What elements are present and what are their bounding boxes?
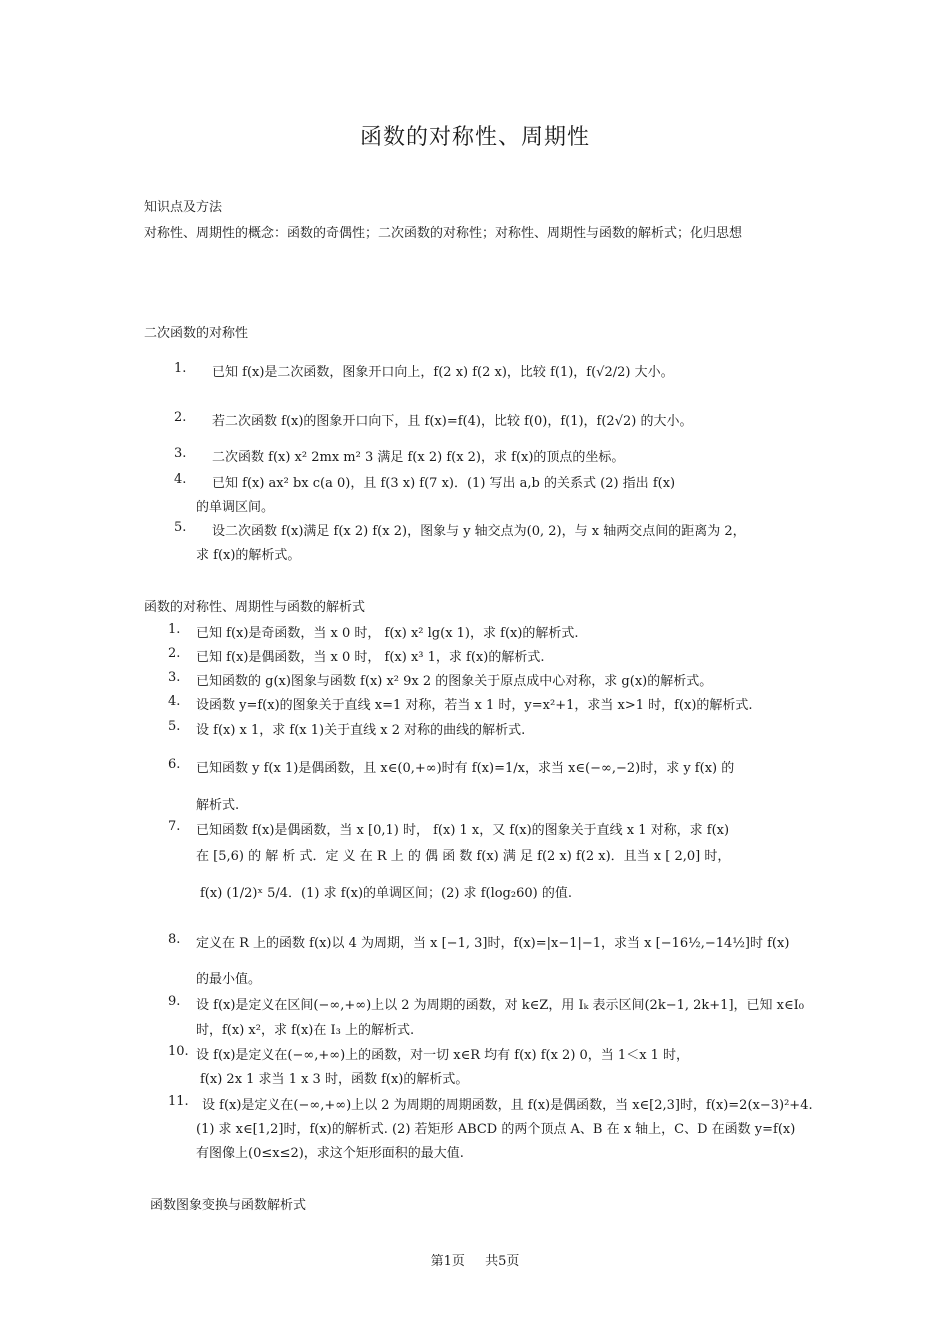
problem-text: (1) 求 x∈[1,2]时，f(x)的解析式. (2) 若矩形 ABCD 的两个顶点 A、B 在 x 轴上，C、D 在函数 y=f(x) — [196, 1122, 796, 1137]
problem-text: 已知函数 y f(x 1)是偶函数，且 x∈(0,+∞)时有 f(x)=1/x，求当 x∈(−∞,−2)时，求 y f(x) 的 — [196, 761, 735, 776]
problem-number: 9. — [168, 994, 181, 1009]
problem-number: 7. — [168, 819, 181, 834]
problem-number: 5. — [174, 520, 187, 535]
section-heading: 函数的对称性、周期性与函数的解析式 — [144, 600, 366, 615]
problem-number: 1. — [174, 361, 187, 376]
problem-text: 求 f(x)的解析式。 — [196, 548, 301, 563]
problem-number: 2. — [174, 410, 187, 425]
section-heading: 函数图象变换与函数解析式 — [150, 1198, 307, 1213]
page-total: 共5页 — [485, 1254, 520, 1269]
problem-number: 3. — [168, 670, 181, 685]
problem-text: 若二次函数 f(x)的图象开口向下，且 f(x)=f(4)，比较 f(0)，f(1)，f(2√2) 的大小。 — [212, 414, 693, 429]
problem-text: 二次函数 f(x) x² 2mx m² 3 满足 f(x 2) f(x 2)，求 f(x)的顶点的坐标。 — [212, 450, 625, 465]
problem-text: 定义在 R 上的函数 f(x)以 4 为周期，当 x [−1, 3]时，f(x)=|x−1|−1，求当 x [−16½,−14½]时 f(x) — [196, 936, 790, 951]
page-title: 函数的对称性、周期性 — [359, 125, 590, 150]
problem-text: 的最小值。 — [196, 972, 262, 987]
page-footer — [0, 1250, 950, 1269]
problem-text: 有图像上(0≤x≤2)，求这个矩形面积的最大值. — [196, 1146, 464, 1161]
problem-text: f(x) (1/2)ˣ 5/4．(1) 求 f(x)的单调区间；(2) 求 f(log₂60) 的值. — [200, 886, 572, 901]
problem-text: 已知函数的 g(x)图象与函数 f(x) x² 9x 2 的图象关于原点成中心对称，求 g(x)的解析式。 — [196, 674, 713, 689]
problem-text: 已知 f(x)是奇函数，当 x 0 时， f(x) x² lg(x 1)，求 f(x)的解析式. — [196, 626, 579, 641]
problem-text: 解析式. — [196, 798, 240, 813]
problem-number: 11. — [168, 1094, 189, 1109]
problem-text: 已知函数 f(x)是偶函数，当 x [0,1) 时， f(x) 1 x，又 f(x)的图象关于直线 x 1 对称，求 f(x) — [196, 823, 730, 838]
problem-text: 设 f(x)是定义在(−∞,+∞)上的函数，对一切 x∈R 均有 f(x) f(x 2) 0，当 1＜x 1 时， — [196, 1048, 690, 1063]
problem-text: 设 f(x) x 1，求 f(x 1)关于直线 x 2 对称的曲线的解析式. — [196, 723, 526, 738]
problem-text: 已知 f(x)是偶函数，当 x 0 时， f(x) x³ 1，求 f(x)的解析式. — [196, 650, 545, 665]
problem-text: 已知 f(x) ax² bx c(a 0)，且 f(3 x) f(7 x)．(1) 写出 a,b 的关系式 (2) 指出 f(x) — [212, 476, 676, 491]
problem-number: 1. — [168, 622, 181, 637]
problem-text: 时，f(x) x²，求 f(x)在 I₃ 上的解析式. — [196, 1023, 415, 1038]
section-heading: 二次函数的对称性 — [144, 326, 249, 341]
problem-text: 在 [5,6) 的 解 析 式．定 义 在 R 上 的 偶 函 数 f(x) 满 足 f(2 x) f(2 x)．且当 x [ 2,0] 时， — [196, 849, 731, 864]
problem-number: 10. — [168, 1044, 189, 1059]
problem-text: 设 f(x)是定义在区间(−∞,+∞)上以 2 为周期的函数，对 k∈Z，用 Iₖ 表示区间(2k−1, 2k+1]，已知 x∈I₀ — [196, 998, 804, 1013]
page-number: 第1页 — [430, 1254, 465, 1269]
knowledge-heading: 知识点及方法 — [144, 200, 223, 215]
problem-number: 8. — [168, 932, 181, 947]
problem-text: 已知 f(x)是二次函数，图象开口向上，f(2 x) f(2 x)，比较 f(1)，f(√2/2) 大小。 — [212, 365, 674, 380]
problem-number: 6. — [168, 757, 181, 772]
knowledge-content: 对称性、周期性的概念：函数的奇偶性；二次函数的对称性；对称性、周期性与函数的解析式；化归思想 — [144, 226, 743, 241]
problem-text: 设函数 y=f(x)的图象关于直线 x=1 对称，若当 x 1 时，y=x²+1，求当 x>1 时，f(x)的解析式. — [196, 698, 753, 713]
problem-number: 3. — [174, 446, 187, 461]
problem-number: 4. — [168, 694, 181, 709]
problem-number: 5. — [168, 719, 181, 734]
problem-text: f(x) 2x 1 求当 1 x 3 时，函数 f(x)的解析式。 — [200, 1072, 469, 1087]
problem-number: 4. — [174, 472, 187, 487]
problem-text: 的单调区间。 — [196, 500, 275, 515]
problem-text: 设二次函数 f(x)满足 f(x 2) f(x 2)，图象与 y 轴交点为(0, 2)，与 x 轴两交点间的距离为 2， — [212, 524, 746, 539]
problem-number: 2. — [168, 646, 181, 661]
problem-text: 设 f(x)是定义在(−∞,+∞)上以 2 为周期的周期函数，且 f(x)是偶函数，当 x∈[2,3]时，f(x)=2(x−3)²+4. — [202, 1098, 813, 1113]
